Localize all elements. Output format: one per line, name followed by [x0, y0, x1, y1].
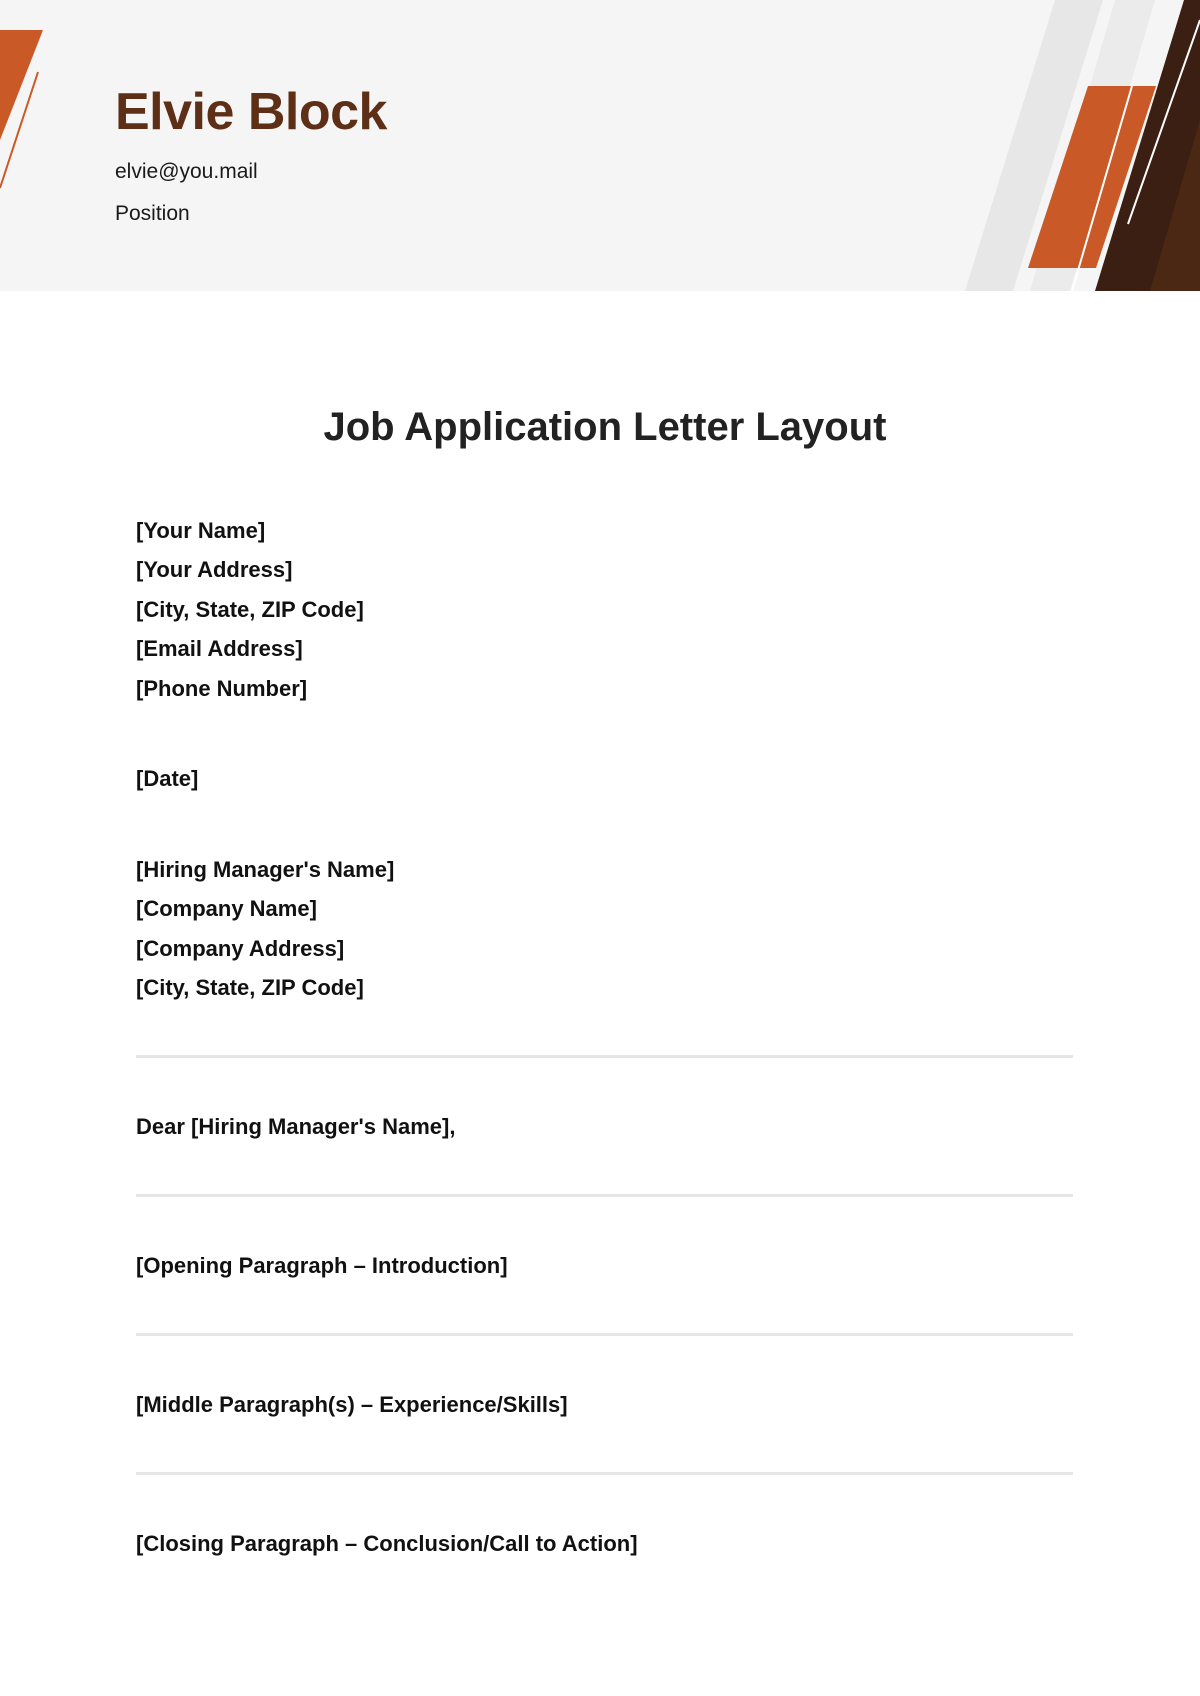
sender-name-line: [Your Name] [136, 518, 266, 543]
sender-email: elvie@you.mail [115, 160, 258, 183]
sender-phone-line: [Phone Number] [136, 676, 308, 701]
company-address-line: [Company Address] [136, 936, 345, 961]
letterhead [0, 0, 1200, 291]
sender-address-line: [Your Address] [136, 557, 293, 582]
letterhead-decoration [0, 0, 1200, 291]
date-line: [Date] [136, 766, 199, 791]
sender-city-line: [City, State, ZIP Code] [136, 597, 364, 622]
closing-paragraph: [Closing Paragraph – Conclusion/Call to Action] [136, 1531, 638, 1556]
salutation: Dear [Hiring Manager's Name], [136, 1114, 456, 1139]
recipient-name-line: [Hiring Manager's Name] [136, 857, 395, 882]
divider-2 [136, 1194, 1073, 1197]
divider-4 [136, 1472, 1073, 1475]
company-city-line: [City, State, ZIP Code] [136, 975, 364, 1000]
middle-paragraph: [Middle Paragraph(s) – Experience/Skills] [136, 1392, 568, 1417]
divider-1 [136, 1055, 1073, 1058]
sender-name-heading: Elvie Block [115, 83, 387, 141]
document-title: Job Application Letter Layout [323, 405, 887, 449]
sender-position: Position [115, 202, 190, 225]
company-name-line: [Company Name] [136, 896, 317, 921]
opening-paragraph: [Opening Paragraph – Introduction] [136, 1253, 508, 1278]
sender-email-line: [Email Address] [136, 636, 303, 661]
divider-3 [136, 1333, 1073, 1336]
